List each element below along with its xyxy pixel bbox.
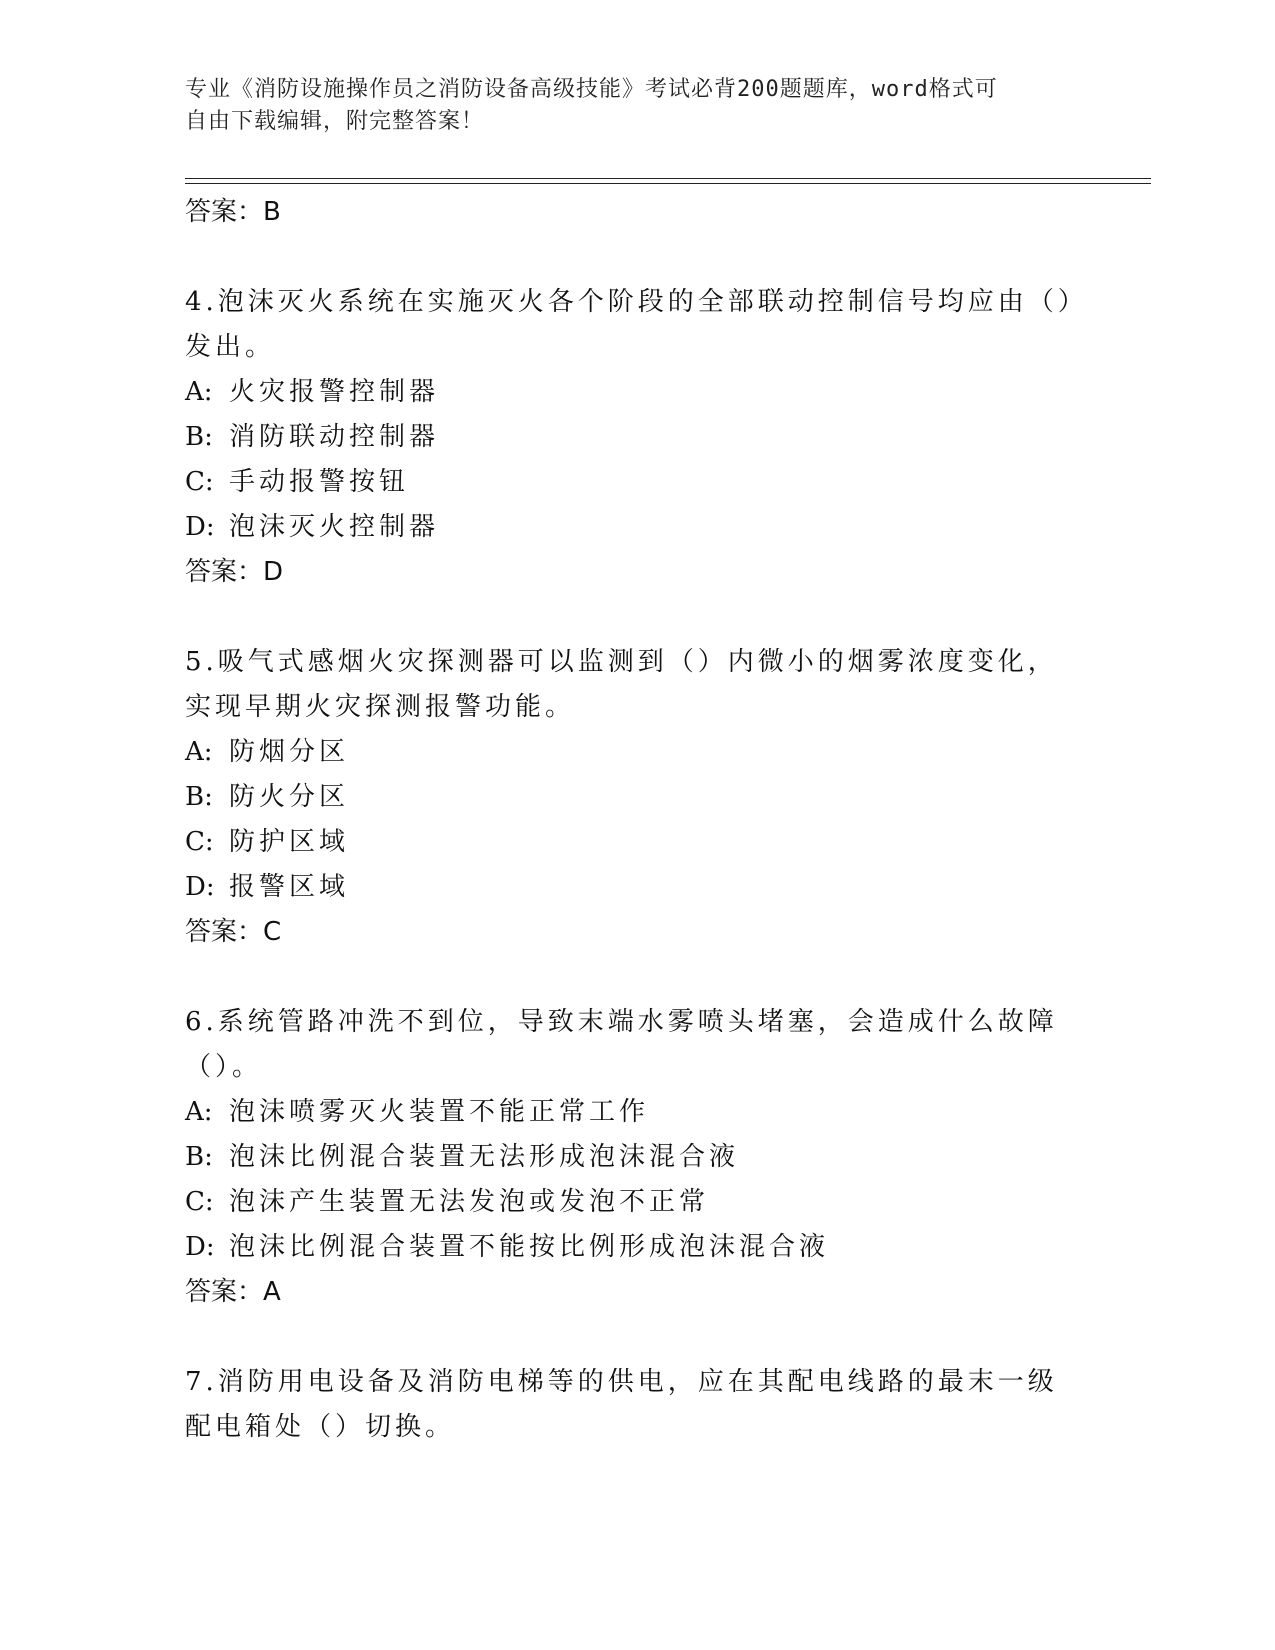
question-list <box>185 190 1085 1450</box>
question-text: 7.消防用电设备及消防电梯等的供电，应在其配电线路的最末一级配电箱处（）切换。 <box>185 1367 1058 1442</box>
option-letter: B: <box>185 1142 213 1172</box>
option-letter: B: <box>185 782 213 812</box>
question-7 <box>185 1360 1085 1450</box>
option-d <box>185 505 1085 550</box>
question-5 <box>185 640 1085 955</box>
option-text: 泡沫比例混合装置无法形成泡沫混合液 <box>229 1142 740 1172</box>
answer: 答案：D <box>185 557 284 587</box>
option-text: 防烟分区 <box>229 737 350 767</box>
question-6 <box>185 1000 1085 1315</box>
option-text: 泡沫比例混合装置不能按比例形成泡沫混合液 <box>229 1232 830 1262</box>
option-c <box>185 820 1085 865</box>
option-letter: D: <box>185 512 215 542</box>
header-divider-bottom <box>185 183 1151 184</box>
option-text: 手动报警按钮 <box>229 467 410 497</box>
option-a <box>185 370 1085 415</box>
option-d <box>185 865 1085 910</box>
header-line-1: 专业《消防设施操作员之消防设备高级技能》考试必背200题题库，word格式可 <box>185 77 998 102</box>
option-c <box>185 460 1085 505</box>
document-header <box>185 74 1065 138</box>
option-b <box>185 1135 1085 1180</box>
answer: 答案：C <box>185 917 282 947</box>
option-text: 消防联动控制器 <box>229 422 440 452</box>
question-4 <box>185 280 1085 595</box>
option-c <box>185 1180 1085 1225</box>
option-letter: A: <box>185 737 213 767</box>
option-letter: C: <box>185 1187 214 1217</box>
option-letter: D: <box>185 872 215 902</box>
option-letter: C: <box>185 467 214 497</box>
option-a <box>185 1090 1085 1135</box>
option-letter: B: <box>185 422 213 452</box>
option-text: 泡沫产生装置无法发泡或发泡不正常 <box>229 1187 710 1217</box>
option-b <box>185 415 1085 460</box>
question-text: 4.泡沫灭火系统在实施灭火各个阶段的全部联动控制信号均应由（）发出。 <box>185 287 1075 362</box>
option-text: 报警区域 <box>229 872 350 902</box>
option-letter: A: <box>185 1097 213 1127</box>
option-d <box>185 1225 1085 1270</box>
option-letter: D: <box>185 1232 215 1262</box>
header-divider-top <box>185 178 1151 179</box>
option-text: 火灾报警控制器 <box>229 377 440 407</box>
answer-q3: 答案：B <box>185 197 281 227</box>
header-line-2: 自由下载编辑，附完整答案！ <box>185 109 485 134</box>
question-text: 6.系统管路冲洗不到位，导致末端水雾喷头堵塞，会造成什么故障（）。 <box>185 1007 1058 1082</box>
option-text: 防护区域 <box>229 827 350 857</box>
question-text: 5.吸气式感烟火灾探测器可以监测到（）内微小的烟雾浓度变化，实现早期火灾探测报警功能。 <box>185 647 1058 722</box>
option-text: 防火分区 <box>229 782 350 812</box>
option-b <box>185 775 1085 820</box>
answer: 答案：A <box>185 1277 281 1307</box>
option-letter: A: <box>185 377 213 407</box>
option-text: 泡沫喷雾灭火装置不能正常工作 <box>229 1097 650 1127</box>
option-text: 泡沫灭火控制器 <box>229 512 440 542</box>
option-a <box>185 730 1085 775</box>
option-letter: C: <box>185 827 214 857</box>
